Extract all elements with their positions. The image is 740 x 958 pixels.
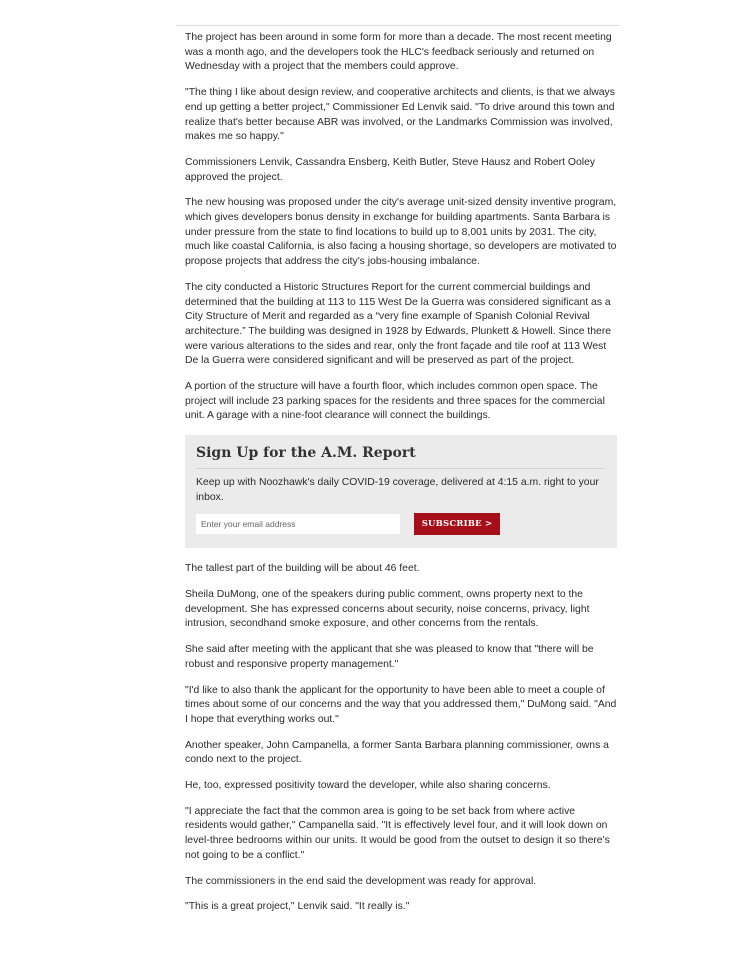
article-paragraph: "This is a great project," Lenvik said. "It really is." [185, 901, 410, 913]
article-paragraph: "The thing I like about design review, and cooperative architects and clients, is that we always end up getting a better project," Commissioner Ed Lenvik said. "To drive around this town and realize that's better because ABR was involved, or the Landmarks Commission was involved, makes me so happy." [185, 87, 615, 143]
article-paragraph: The commissioners in the end said the development was ready for approval. [185, 875, 537, 887]
article-paragraph: He, too, expressed positivity toward the developer, while also sharing concerns. [185, 780, 551, 792]
subscribe-button[interactable]: SUBSCRIBE > [414, 513, 500, 535]
article-paragraph: The project has been around in some form for more than a decade. The most recent meeting was a month ago, and the developers took the HLC's feedback seriously and returned on Wednesday with a project that the members could approve. [185, 32, 612, 73]
top-divider [176, 25, 620, 26]
signup-title: Sign Up for the A.M. Report [196, 446, 605, 469]
signup-form [196, 513, 605, 535]
article-paragraph: "I'd like to also thank the applicant for the opportunity to have been able to meet a couple of times about some of our concerns and the way that you addressed them," DuMong said. "And I hope that everything works out." [185, 684, 617, 725]
article-paragraph: The tallest part of the building will be about 46 feet. [185, 563, 420, 575]
article-paragraph: Another speaker, John Campanella, a former Santa Barbara planning commissioner, owns a condo next to the project. [185, 739, 609, 766]
signup-description: Keep up with Noozhawk's daily COVID-19 coverage, delivered at 4:15 a.m. right to your inbox. [196, 476, 599, 503]
newsletter-signup-box [185, 435, 617, 548]
article-paragraph: The city conducted a Historic Structures Report for the current commercial buildings and determined that the building at 113 to 115 West De la Guerra was considered significant as a City Structure of Merit and regarded as a “very fine example of Spanish Colonial Revival architecture.” The building was designed in 1928 by Edwards, Plunkett & Howell. Since there were various alterations to the sides and rear, only the front façade and tile roof at 113 West De la Guerra were considered significant and will be preserved as part of the project. [185, 281, 612, 367]
article-body [185, 31, 617, 926]
article-paragraph: "I appreciate the fact that the common area is going to be set back from where active residents would gather," Campanella said. "It is effectively level four, and it will look down on level-three bedrooms within our units. It would be good from the outset to design it so there's not going to be a conflict." [185, 805, 610, 861]
article-paragraph: Commissioners Lenvik, Cassandra Ensberg, Keith Butler, Steve Hausz and Robert Ooley approved the project. [185, 156, 596, 183]
article-paragraph: A portion of the structure will have a fourth floor, which includes common open space. The project will include 23 parking spaces for the residents and three spaces for the commercial unit. A garage with a nine-foot clearance will connect the buildings. [185, 381, 605, 422]
article-paragraph: The new housing was proposed under the city's average unit-sized density inventive program, which gives developers bonus density in exchange for building apartments. Santa Barbara is under pressure from the state to find locations to build up to 8,001 units by 2031. The city, much like coastal California, is also facing a housing shortage, so developers are motivated to propose projects that address the city's jobs-housing imbalance. [185, 197, 617, 268]
article-paragraph: Sheila DuMong, one of the speakers during public comment, owns property next to the development. She has expressed concerns about security, noise concerns, privacy, light intrusion, secondhand smoke exposure, and other concerns from the rentals. [185, 588, 590, 630]
email-input[interactable] [196, 514, 400, 534]
article-paragraph: She said after meeting with the applicant that she was pleased to know that "there will be robust and responsive property management." [185, 644, 594, 670]
